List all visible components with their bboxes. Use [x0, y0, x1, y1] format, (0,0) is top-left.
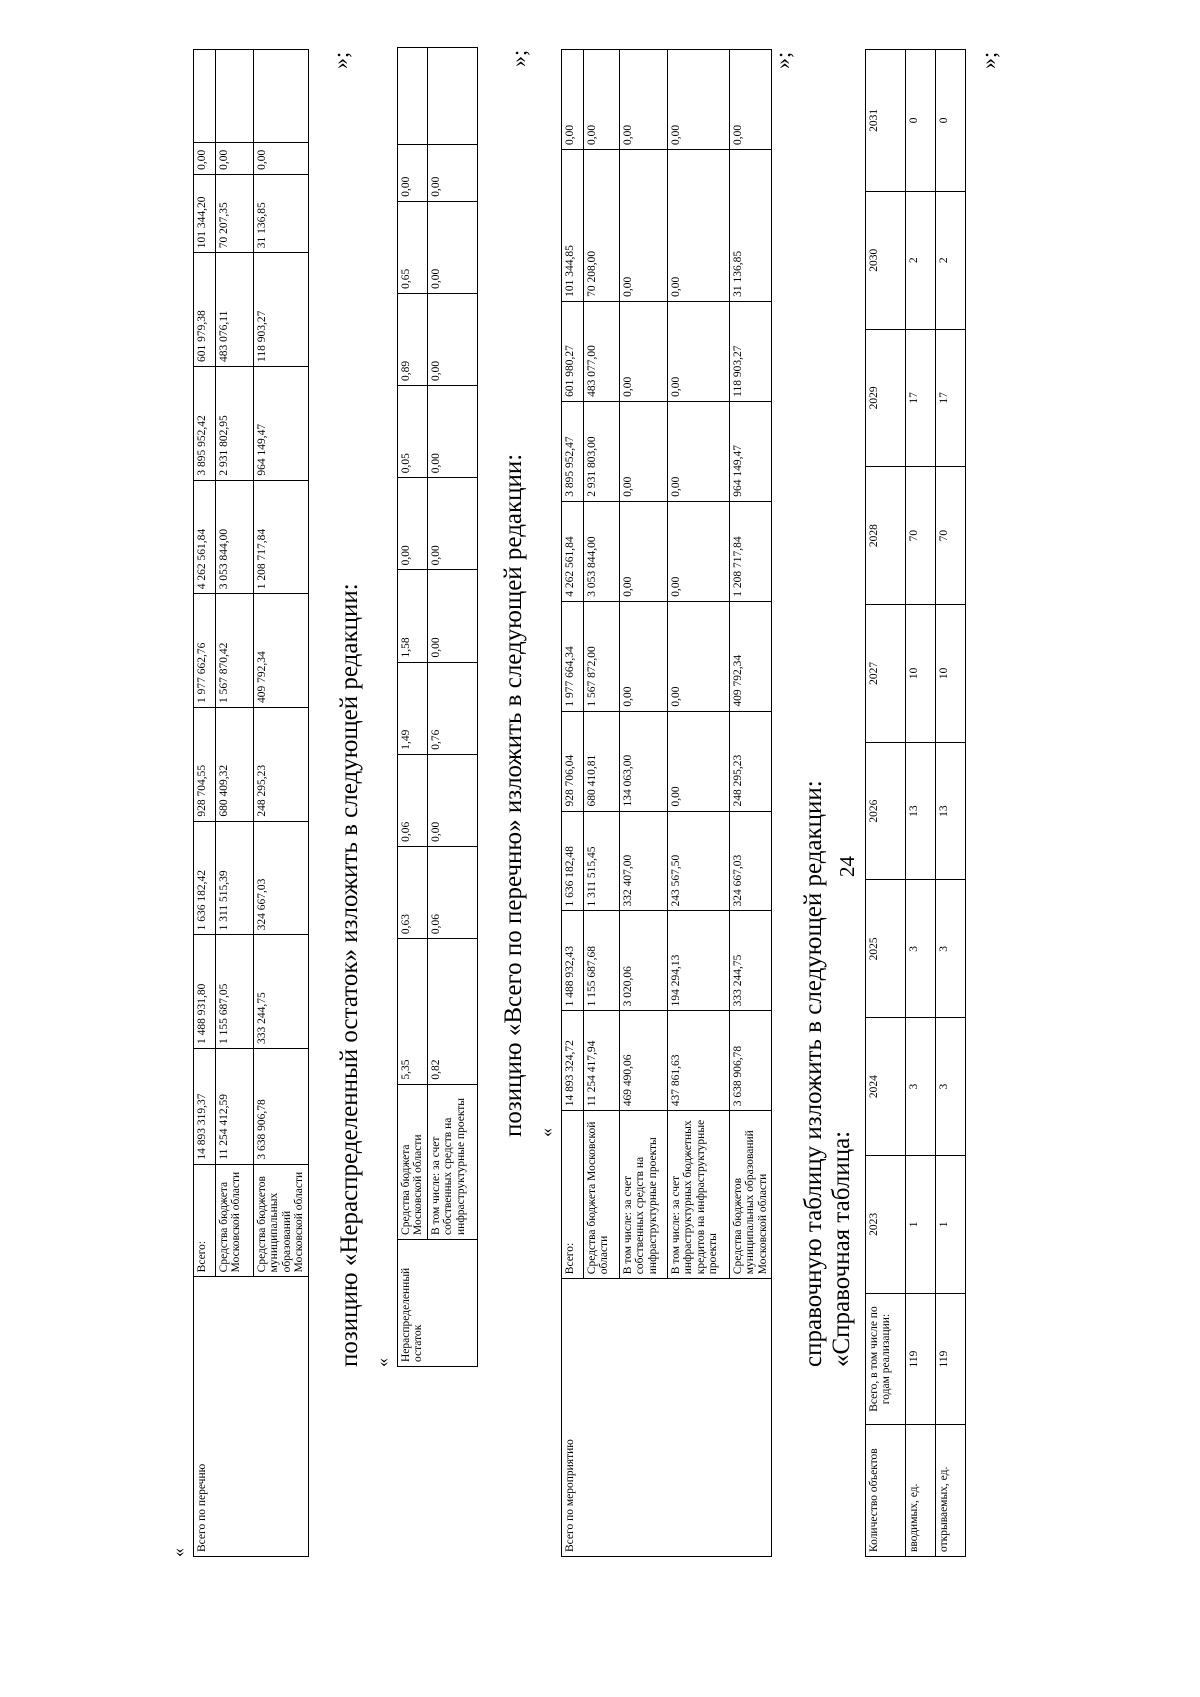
value-cell: 0,00: [668, 50, 730, 150]
table-row: [936, 50, 966, 1557]
value-cell: 483 077,00: [584, 301, 620, 401]
column-header: 2026: [866, 742, 906, 880]
value-cell: 11 254 417,94: [584, 1011, 620, 1111]
close-quote: »;: [976, 51, 1001, 69]
column-header: 2028: [866, 467, 906, 605]
value-cell: 3 053 844,00: [216, 480, 254, 594]
value-cell: 0,89: [398, 293, 428, 385]
value-cell: 0,00: [562, 50, 584, 150]
row-name: Всего:: [562, 1111, 584, 1279]
value-cell: 0,00: [668, 501, 730, 601]
value-cell: 324 667,03: [254, 821, 309, 935]
value-cell: 409 792,34: [254, 594, 309, 708]
value-cell: 1 488 931,80: [194, 935, 216, 1049]
table-row: [398, 48, 428, 1367]
value-cell: 1: [936, 1155, 966, 1293]
value-cell: 0,00: [730, 50, 772, 150]
value-cell: [194, 50, 216, 143]
value-cell: 0,00: [584, 50, 620, 150]
value-cell: 1 155 687,68: [584, 911, 620, 1011]
row-group-label: Нераспределенный остаток: [398, 1239, 478, 1366]
value-cell: 2: [906, 191, 936, 329]
value-cell: 0,00: [668, 711, 730, 811]
value-cell: 333 244,75: [730, 911, 772, 1011]
heading-total-by-list: позицию «Всего по перечню» изложить в следующей редакции:: [500, 453, 527, 1137]
value-cell: 3: [906, 1018, 936, 1156]
value-cell: 0,00: [398, 478, 428, 570]
value-cell: 13: [906, 742, 936, 880]
value-cell: 119: [906, 1293, 936, 1425]
value-cell: 332 407,00: [620, 811, 668, 911]
value-cell: 333 244,75: [254, 935, 309, 1049]
value-cell: 248 295,23: [254, 707, 309, 821]
value-cell: 3: [936, 1018, 966, 1156]
column-header: 2024: [866, 1018, 906, 1156]
row-name: Всего:: [194, 1164, 216, 1277]
value-cell: 928 706,04: [562, 711, 584, 811]
value-cell: 0,06: [428, 846, 478, 938]
column-header: 2023: [866, 1155, 906, 1293]
row-name: Средства бюджетов муниципальных образований Московской области: [730, 1111, 772, 1279]
value-cell: 194 294,13: [668, 911, 730, 1011]
value-cell: 0,00: [194, 142, 216, 174]
open-quote: «: [536, 1128, 556, 1137]
row-name: вводимых, ед.: [906, 1425, 936, 1557]
value-cell: 118 903,27: [254, 253, 309, 367]
value-cell: 2 931 802,95: [216, 366, 254, 480]
value-cell: 10: [906, 605, 936, 743]
value-cell: 0,00: [668, 150, 730, 302]
value-cell: 1 311 515,39: [216, 821, 254, 935]
value-cell: 70 207,35: [216, 174, 254, 252]
page-number: 24: [835, 856, 859, 877]
value-cell: 70: [936, 467, 966, 605]
open-quote: «: [168, 1548, 188, 1557]
value-cell: 1 636 182,42: [194, 821, 216, 935]
value-cell: [254, 50, 309, 143]
value-cell: [398, 48, 428, 145]
open-quote: «: [372, 1358, 392, 1367]
column-header: 2025: [866, 880, 906, 1018]
value-cell: 0,00: [620, 301, 668, 401]
value-cell: 0,00: [428, 754, 478, 846]
value-cell: 1,58: [398, 570, 428, 662]
value-cell: 1 208 717,84: [254, 480, 309, 594]
table-reference: [865, 49, 966, 1557]
value-cell: 1 977 662,76: [194, 594, 216, 708]
row-name: В том числе: за счет собственных средств на инфраструктурные проекты: [428, 1084, 478, 1239]
heading-reference-table-title: «Справочная таблица:: [828, 1130, 855, 1367]
value-cell: 601 980,27: [562, 301, 584, 401]
value-cell: 101 344,85: [562, 150, 584, 302]
value-cell: 1,49: [398, 662, 428, 754]
table-total-by-list: [193, 49, 309, 1557]
value-cell: 964 149,47: [730, 401, 772, 501]
value-cell: 0,06: [398, 754, 428, 846]
value-cell: 5,35: [398, 939, 428, 1085]
value-cell: 1: [906, 1155, 936, 1293]
value-cell: 31 136,85: [254, 174, 309, 252]
row-group-label: Всего по мероприятию: [562, 1279, 772, 1557]
value-cell: 248 295,23: [730, 711, 772, 811]
value-cell: 1 567 872,00: [584, 601, 620, 711]
value-cell: 437 861,63: [668, 1011, 730, 1111]
row-name: открываемых, ед.: [936, 1425, 966, 1557]
value-cell: 243 567,50: [668, 811, 730, 911]
value-cell: 1 208 717,84: [730, 501, 772, 601]
value-cell: 680 410,81: [584, 711, 620, 811]
value-cell: 964 149,47: [254, 366, 309, 480]
row-group-label: Всего по перечню: [194, 1277, 309, 1557]
value-cell: 70 208,00: [584, 150, 620, 302]
close-quote: »;: [770, 51, 795, 69]
value-cell: 469 490,06: [620, 1011, 668, 1111]
row-name: Средства бюджета Московской области: [216, 1164, 254, 1277]
row-name: В том числе: за счет собственных средств на инфраструктурные проекты: [620, 1111, 668, 1279]
table-row: [562, 50, 584, 1557]
column-header: 2030: [866, 191, 906, 329]
table-row: [906, 50, 936, 1557]
value-cell: 0,65: [398, 201, 428, 293]
value-cell: 0,76: [428, 662, 478, 754]
table-total-by-activity: [561, 49, 772, 1557]
heading-reference-table: справочную таблицу изложить в следующей редакции:: [800, 780, 827, 1367]
value-cell: 0,00: [620, 150, 668, 302]
value-cell: 0,00: [254, 142, 309, 174]
value-cell: 119: [936, 1293, 966, 1425]
value-cell: 3: [906, 880, 936, 1018]
value-cell: 1 488 932,43: [562, 911, 584, 1011]
column-header: 2029: [866, 329, 906, 467]
value-cell: 0,00: [428, 570, 478, 662]
value-cell: 1 567 870,42: [216, 594, 254, 708]
close-quote: »;: [328, 51, 353, 69]
value-cell: 3: [936, 880, 966, 1018]
value-cell: 601 979,38: [194, 253, 216, 367]
value-cell: 0,00: [398, 145, 428, 202]
row-name: Средства бюджетов муниципальных образований Московской области: [254, 1164, 309, 1277]
value-cell: 0,05: [398, 386, 428, 478]
value-cell: 0,00: [668, 601, 730, 711]
table-header-row: [866, 50, 906, 1557]
value-cell: 0,00: [620, 401, 668, 501]
value-cell: 0,00: [428, 478, 478, 570]
value-cell: 2 931 803,00: [584, 401, 620, 501]
value-cell: 0,00: [216, 142, 254, 174]
value-cell: 14 893 324,72: [562, 1011, 584, 1111]
value-cell: 101 344,20: [194, 174, 216, 252]
value-cell: 0,00: [428, 386, 478, 478]
value-cell: 4 262 561,84: [194, 480, 216, 594]
heading-unallocated-remainder: позицию «Нераспределенный остаток» изложить в следующей редакции:: [336, 583, 363, 1367]
value-cell: 0,82: [428, 939, 478, 1085]
value-cell: 1 636 182,48: [562, 811, 584, 911]
value-cell: 0,00: [668, 301, 730, 401]
value-cell: 11 254 412,59: [216, 1048, 254, 1164]
value-cell: 928 704,55: [194, 707, 216, 821]
value-cell: 31 136,85: [730, 150, 772, 302]
value-cell: 118 903,27: [730, 301, 772, 401]
value-cell: 1 155 687,05: [216, 935, 254, 1049]
table-unallocated-remainder: [397, 47, 478, 1367]
value-cell: 17: [936, 329, 966, 467]
value-cell: 3 053 844,00: [584, 501, 620, 601]
row-name: Средства бюджета Московской области: [584, 1111, 620, 1279]
close-quote: »;: [506, 49, 531, 67]
row-name: В том числе: за счет инфраструктурных бюджетных кредитов на инфраструктурные проекты: [668, 1111, 730, 1279]
value-cell: 0,63: [398, 846, 428, 938]
value-cell: 3 020,06: [620, 911, 668, 1011]
table-row: [428, 48, 478, 1367]
value-cell: 14 893 319,37: [194, 1048, 216, 1164]
value-cell: [428, 48, 478, 145]
value-cell: 3 638 906,78: [730, 1011, 772, 1111]
value-cell: 0,00: [428, 145, 478, 202]
value-cell: 1 977 664,34: [562, 601, 584, 711]
value-cell: 324 667,03: [730, 811, 772, 911]
value-cell: 3 895 952,42: [194, 366, 216, 480]
value-cell: 3 638 906,78: [254, 1048, 309, 1164]
value-cell: 409 792,34: [730, 601, 772, 711]
value-cell: 0,00: [620, 501, 668, 601]
value-cell: 4 262 561,84: [562, 501, 584, 601]
value-cell: 680 409,32: [216, 707, 254, 821]
value-cell: 483 076,11: [216, 253, 254, 367]
value-cell: 0,00: [668, 401, 730, 501]
value-cell: 2: [936, 191, 966, 329]
column-header: Всего, в том числе по годам реализации:: [866, 1293, 906, 1425]
value-cell: 17: [906, 329, 936, 467]
row-name: Средства бюджета Московской области: [398, 1084, 428, 1239]
value-cell: 1 311 515,45: [584, 811, 620, 911]
value-cell: 0,00: [620, 50, 668, 150]
value-cell: 0,00: [428, 201, 478, 293]
value-cell: 0,00: [620, 601, 668, 711]
value-cell: 0,00: [428, 293, 478, 385]
value-cell: 0: [936, 50, 966, 192]
value-cell: 3 895 952,47: [562, 401, 584, 501]
value-cell: 0: [906, 50, 936, 192]
column-header: 2031: [866, 50, 906, 192]
value-cell: 70: [906, 467, 936, 605]
value-cell: [216, 50, 254, 143]
value-cell: 13: [936, 742, 966, 880]
column-header: Количество объектов: [866, 1425, 906, 1557]
table-row: [194, 50, 216, 1557]
value-cell: 134 063,00: [620, 711, 668, 811]
column-header: 2027: [866, 605, 906, 743]
value-cell: 10: [936, 605, 966, 743]
